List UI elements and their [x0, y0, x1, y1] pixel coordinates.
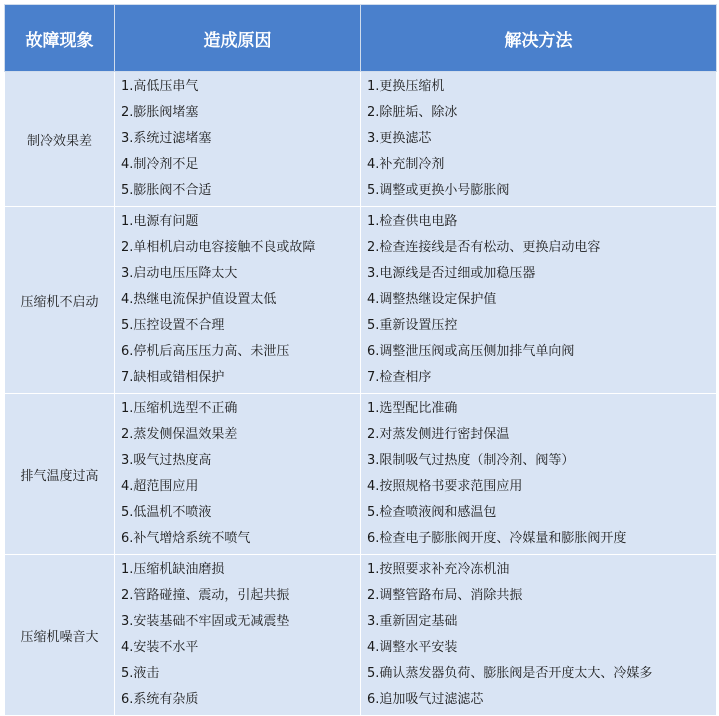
cause-item: 4.制冷剂不足	[121, 157, 199, 172]
solution-item: 2.检查连接线是否有松动、更换启动电容	[367, 240, 601, 255]
cause-item: 5.低温机不喷液	[121, 505, 212, 520]
header-symptom: 故障现象	[5, 5, 115, 72]
cause-item: 4.安装不水平	[121, 640, 199, 655]
cause-cell	[115, 72, 361, 207]
solution-item: 6.检查电子膨胀阀开度、冷媒量和膨胀阀开度	[367, 531, 627, 546]
cause-item: 3.吸气过热度高	[121, 453, 212, 468]
solution-item: 2.对蒸发侧进行密封保温	[367, 427, 510, 442]
cause-item: 6.停机后高压压力高、未泄压	[121, 344, 290, 359]
solution-item: 5.检查喷液阀和感温包	[367, 505, 497, 520]
table-row	[5, 207, 717, 394]
solution-item: 1.选型配比准确	[367, 401, 458, 416]
solution-item: 1.更换压缩机	[367, 79, 445, 94]
cause-item: 3.安装基础不牢固或无减震垫	[121, 614, 290, 629]
cause-item: 4.热继电流保护值设置太低	[121, 292, 277, 307]
cause-item: 3.启动电压压降太大	[121, 266, 238, 281]
cause-item: 6.系统有杂质	[121, 692, 199, 707]
cause-item: 6.补气增焓系统不喷气	[121, 531, 251, 546]
solution-item: 4.补充制冷剂	[367, 157, 445, 172]
solution-cell	[361, 555, 717, 716]
cause-item: 5.压控设置不合理	[121, 318, 225, 333]
cause-cell	[115, 555, 361, 716]
solution-item: 7.检查相序	[367, 370, 432, 385]
symptom-cell: 制冷效果差	[5, 72, 115, 207]
symptom-cell: 压缩机不启动	[5, 207, 115, 394]
solution-item: 4.调整热继设定保护值	[367, 292, 497, 307]
cause-item: 3.系统过滤堵塞	[121, 131, 212, 146]
cause-cell	[115, 394, 361, 555]
cause-item: 4.超范围应用	[121, 479, 199, 494]
solution-cell	[361, 72, 717, 207]
cause-item: 7.缺相或错相保护	[121, 370, 225, 385]
solution-item: 3.更换滤芯	[367, 131, 432, 146]
table-row	[5, 555, 717, 716]
cause-item: 2.单相机启动电容接触不良或故障	[121, 240, 316, 255]
solution-item: 3.重新固定基础	[367, 614, 458, 629]
cause-item: 5.液击	[121, 666, 160, 681]
solution-item: 1.按照要求补充冷冻机油	[367, 562, 510, 577]
cause-cell	[115, 207, 361, 394]
fault-table	[4, 4, 717, 716]
cause-item: 1.高低压串气	[121, 79, 199, 94]
symptom-cell: 压缩机噪音大	[5, 555, 115, 716]
header-row	[5, 5, 717, 72]
solution-item: 5.重新设置压控	[367, 318, 458, 333]
cause-item: 2.管路碰撞、震动，引起共振	[121, 588, 290, 603]
table-row	[5, 72, 717, 207]
solution-item: 6.追加吸气过滤滤芯	[367, 692, 484, 707]
solution-item: 4.调整水平安装	[367, 640, 458, 655]
solution-item: 4.按照规格书要求范围应用	[367, 479, 523, 494]
table-body	[5, 72, 717, 716]
solution-item: 3.电源线是否过细或加稳压器	[367, 266, 536, 281]
symptom-cell: 排气温度过高	[5, 394, 115, 555]
cause-item: 2.蒸发侧保温效果差	[121, 427, 238, 442]
cause-item: 1.压缩机选型不正确	[121, 401, 238, 416]
solution-item: 5.调整或更换小号膨胀阀	[367, 183, 510, 198]
cause-item: 5.膨胀阀不合适	[121, 183, 212, 198]
solution-item: 3.限制吸气过热度（制冷剂、阀等）	[367, 453, 575, 468]
solution-item: 6.调整泄压阀或高压侧加排气单向阀	[367, 344, 575, 359]
solution-item: 1.检查供电电路	[367, 214, 458, 229]
cause-item: 1.电源有问题	[121, 214, 199, 229]
solution-item: 2.除脏垢、除冰	[367, 105, 458, 120]
solution-cell	[361, 394, 717, 555]
solution-item: 5.确认蒸发器负荷、膨胀阀是否开度太大、冷媒多	[367, 666, 653, 681]
cause-item: 1.压缩机缺油磨损	[121, 562, 225, 577]
cause-item: 2.膨胀阀堵塞	[121, 105, 199, 120]
table-row	[5, 394, 717, 555]
solution-cell	[361, 207, 717, 394]
header-cause: 造成原因	[115, 5, 361, 72]
header-solution: 解决方法	[361, 5, 717, 72]
solution-item: 2.调整管路布局、消除共振	[367, 588, 523, 603]
